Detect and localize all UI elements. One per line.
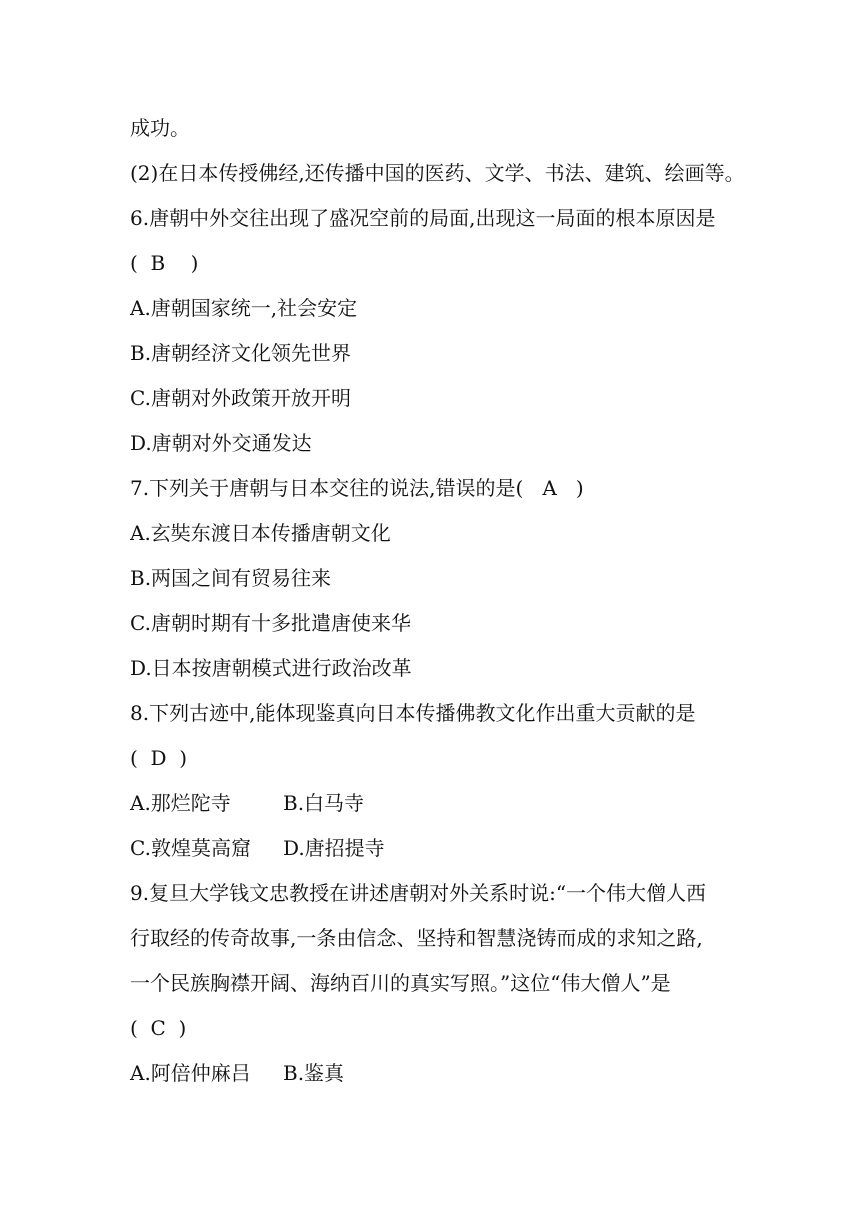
- question-8-option-d: D.唐招提寺: [283, 836, 385, 860]
- question-6-option-a: A.唐朝国家统一,社会安定: [130, 298, 358, 320]
- question-6-option-d: D.唐朝对外交通发达: [130, 433, 312, 455]
- question-9-stem-line-2: 行取经的传奇故事,一条由信念、坚持和智慧浇铸而成的求知之路,: [130, 928, 703, 950]
- question-9-stem-line-3: 一个民族胸襟开阔、海纳百川的真实写照。”这位“伟大僧人”是: [130, 973, 671, 995]
- question-9-options-row-1: [130, 1063, 830, 1108]
- page-content: [130, 118, 830, 1108]
- question-9-option-b: B.鉴真: [283, 1061, 345, 1085]
- question-8-options-row-1: [130, 793, 830, 838]
- prev-answer-line-2: (2)在日本传授佛经,还传播中国的医药、文学、书法、建筑、绘画等。: [130, 163, 745, 185]
- question-8-option-c: C.敦煌莫高窟: [130, 836, 251, 860]
- prev-answer-line-1: 成功。: [130, 118, 190, 140]
- question-6-option-b: B.唐朝经济文化领先世界: [130, 343, 352, 365]
- question-7-stem: 7.下列关于唐朝与日本交往的说法,错误的是: [130, 478, 516, 500]
- question-7-stem-line: [130, 478, 830, 523]
- question-7-answer: ( A ): [515, 478, 584, 500]
- question-7-option-a: A.玄奘东渡日本传播唐朝文化: [130, 523, 391, 545]
- question-7-option-b: B.两国之间有贸易往来: [130, 568, 332, 590]
- question-6-option-c: C.唐朝对外政策开放开明: [130, 388, 351, 410]
- question-8-answer: ( D ): [130, 748, 188, 770]
- question-7-option-d: D.日本按唐朝模式进行政治改革: [130, 658, 412, 680]
- question-8-stem: 8.下列古迹中,能体现鉴真向日本传播佛教文化作出重大贡献的是: [130, 703, 696, 725]
- question-9-option-a: A.阿倍仲麻吕: [130, 1061, 251, 1085]
- question-8-option-a: A.那烂陀寺: [130, 791, 231, 815]
- question-6-answer: ( B ): [130, 253, 199, 275]
- question-9-answer: ( C ): [130, 1018, 187, 1040]
- question-6-stem: 6.唐朝中外交往出现了盛况空前的局面,出现这一局面的根本原因是: [130, 208, 716, 230]
- question-8-options-row-2: [130, 838, 830, 883]
- question-9-stem-line-1: 9.复旦大学钱文忠教授在讲述唐朝对外关系时说:“一个伟大僧人西: [130, 883, 707, 905]
- question-8-option-b: B.白马寺: [283, 791, 365, 815]
- question-7-option-c: C.唐朝时期有十多批遣唐使来华: [130, 613, 411, 635]
